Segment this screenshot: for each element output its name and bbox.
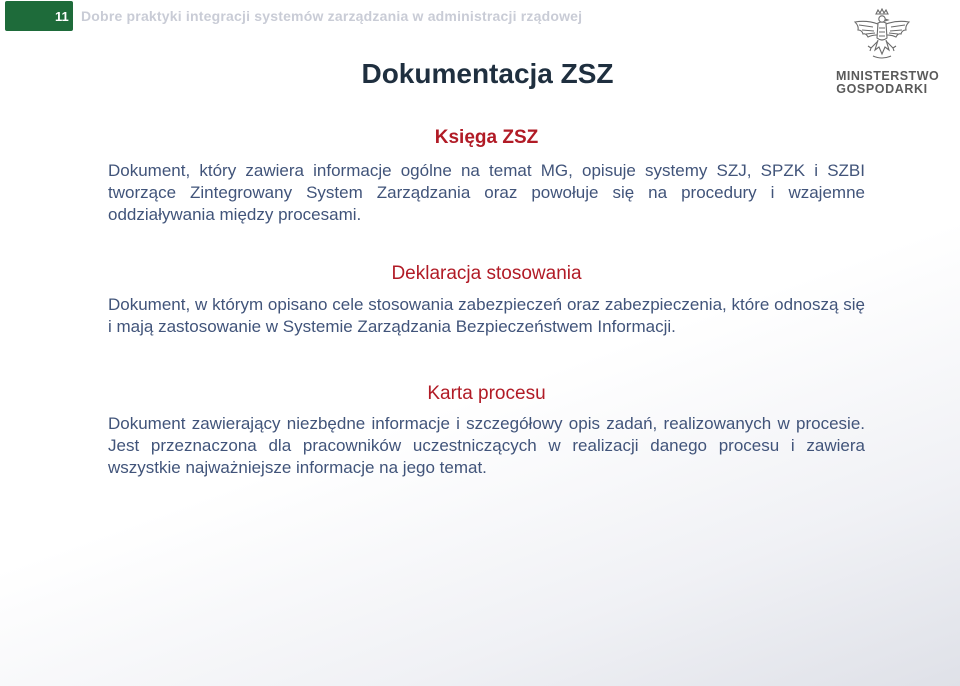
section-heading-ksiega: Księga ZSZ [434,127,539,148]
page-number: 11 [5,1,73,31]
slide-title: Dokumentacja ZSZ [361,58,614,89]
section-body-karta: Dokument zawierający niezbędne informacje i szczegółowy opis zadań, realizowanych w procesie. Jest przeznaczona dla pracowników uczestniczących w realizacji danego procesu i zawiera wszystkie najważniejsze informacje na jego temat. [108,414,865,477]
slide-header [5,1,582,31]
section-heading-deklaracja: Deklaracja stosowania [391,263,582,284]
running-title: Dobre praktyki integracji systemów zarządzania w administracji rządowej [81,8,583,24]
section-body-ksiega: Dokument, który zawiera informacje ogólne na temat MG, opisuje systemy SZJ, SPZK i SZBI tworzące Zintegrowany System Zarządzania oraz powołuje się na procedury i wzajemne oddziaływania między procesami. [108,161,865,224]
logo-text-line1: MINISTERSTWO [836,69,940,83]
section-heading-karta: Karta procesu [427,383,546,404]
section-body-deklaracja: Dokument, w którym opisano cele stosowania zabezpieczeń oraz zabezpieczenia, które odnoszą się i mają zastosowanie w Systemie Zarządzania Bezpieczeństwem Informacji. [108,295,865,336]
logo-text-line2: GOSPODARKI [836,82,928,96]
